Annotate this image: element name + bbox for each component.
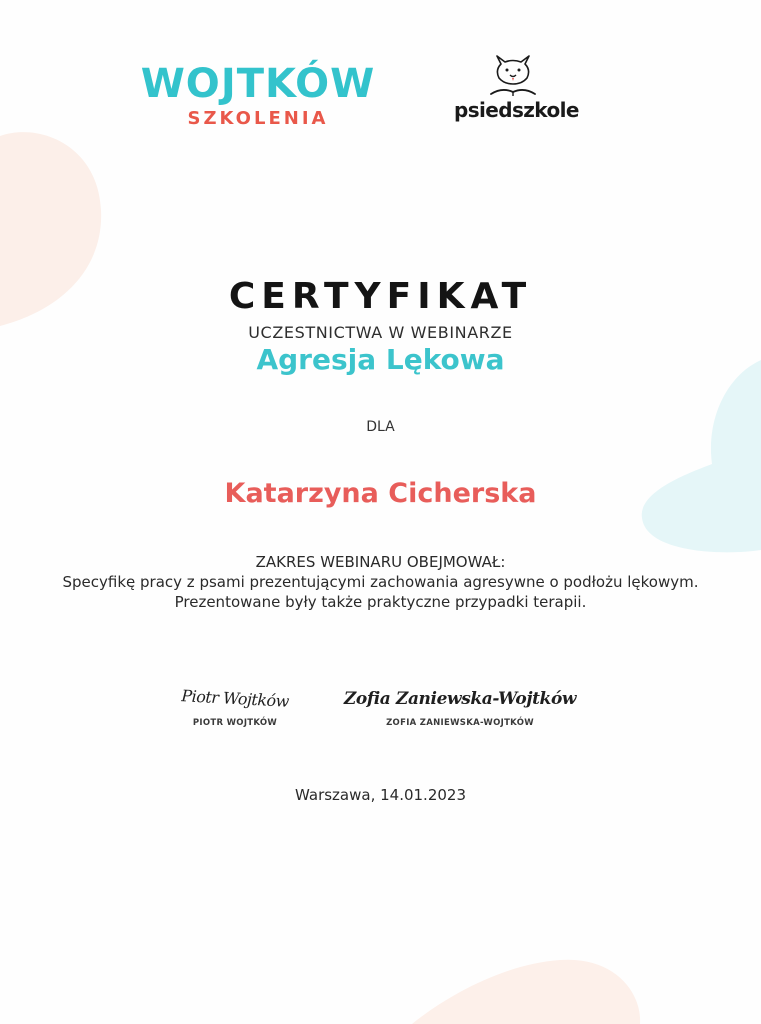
signature-block-zofia bbox=[338, 684, 582, 728]
for-label: DLA bbox=[366, 419, 395, 435]
handwritten-signature: Zofia Zaniewska-Wojtków bbox=[343, 689, 577, 709]
certificate-subtitle: UCZESTNICTWA W WEBINARZE bbox=[248, 323, 513, 342]
scope-description: Specyfikę pracy z psami prezentującymi zachowania agresywne o podłożu lękowym. Prezentowane były także praktyczne przypadki terapii. bbox=[62, 573, 699, 611]
blue-blob-right bbox=[640, 360, 761, 556]
place-and-date: Warszawa, 14.01.2023 bbox=[295, 786, 466, 804]
handwritten-signature: Piotr Wojtków bbox=[180, 686, 290, 711]
peach-blob-bottom bbox=[410, 958, 642, 1024]
scope-heading: ZAKRES WEBINARU OBEJMOWAŁ: bbox=[255, 553, 506, 571]
signature-block-piotr bbox=[160, 684, 310, 728]
certificate-title: CERTYFIKAT bbox=[228, 276, 533, 317]
participant-name: Katarzyna Cicherska bbox=[224, 478, 537, 509]
webinar-scope bbox=[0, 552, 761, 612]
dog-with-book-icon bbox=[485, 54, 541, 100]
logo-wordmark-szkolenia: SZKOLENIA bbox=[187, 108, 329, 129]
logo-wordmark-wojtkow: WOJTKÓW bbox=[140, 61, 376, 107]
webinar-name: Agresja Lękowa bbox=[256, 343, 505, 376]
logo-wordmark-psiedszkole: psiedszkole bbox=[454, 98, 579, 122]
signatory-name: ZOFIA ZANIEWSKA-WOJTKÓW bbox=[386, 718, 534, 728]
psiedszkole-logo bbox=[454, 54, 579, 122]
signatory-name: PIOTR WOJTKÓW bbox=[192, 718, 278, 728]
wojtkow-szkolenia-logo bbox=[134, 62, 382, 129]
